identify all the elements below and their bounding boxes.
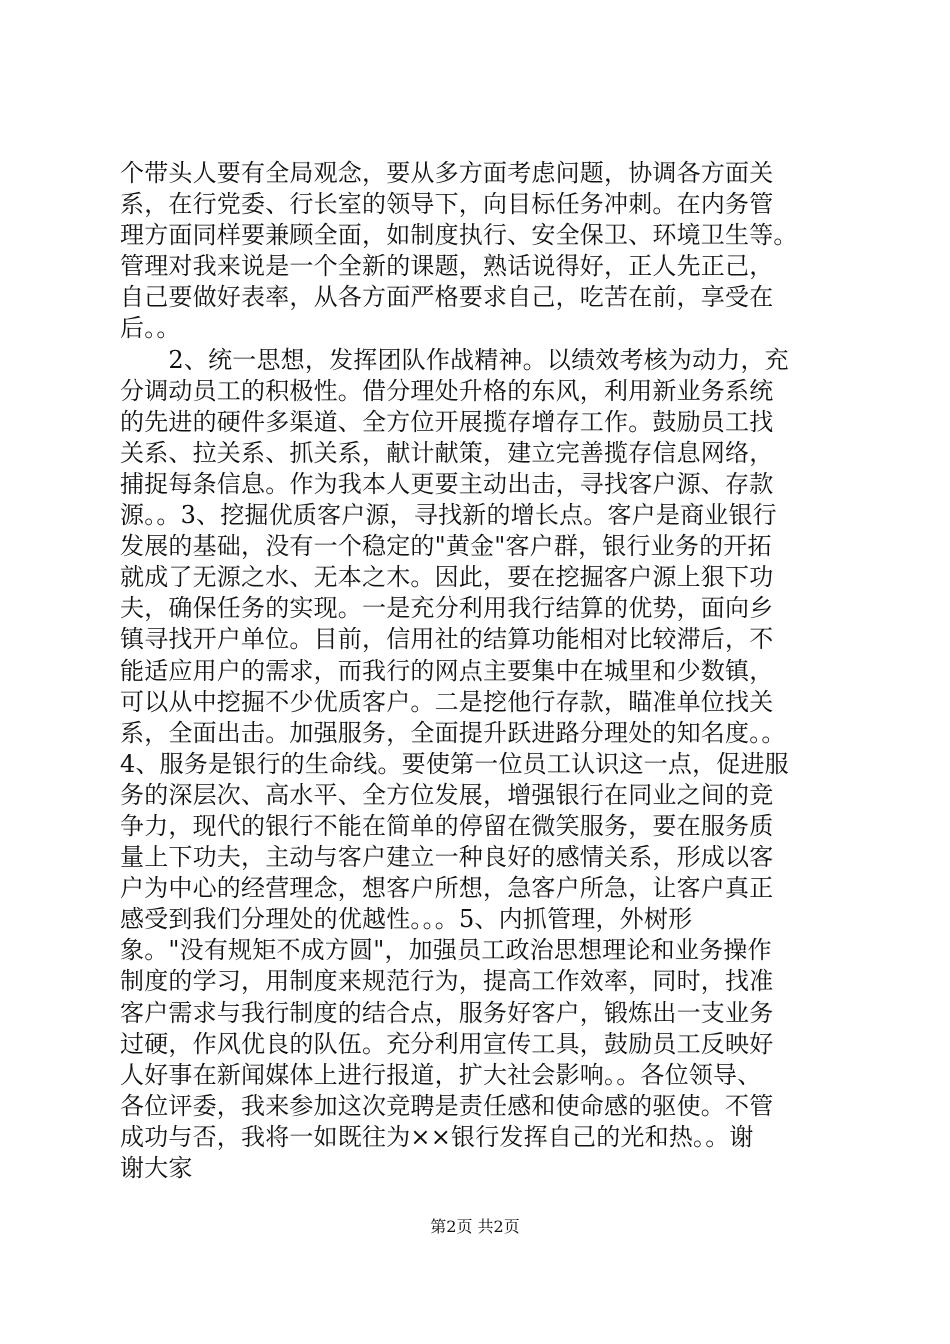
text-line: 过硬，作风优良的队伍。充分利用宣传工具，鼓励员工反映好 <box>120 1029 774 1058</box>
text-line: 理方面同样要兼顾全面，如制度执行、安全保卫、环境卫生等。 <box>120 221 798 250</box>
text-line: 客户需求与我行制度的结合点，服务好客户，锻炼出一支业务 <box>120 998 774 1027</box>
text-line: 发展的基础，没有一个稳定的"黄金"客户群，银行业务的开拓 <box>120 532 772 561</box>
text-line: 争力，现代的银行不能在简单的停留在微笑服务，要在服务质 <box>120 811 774 840</box>
text-line: 感受到我们分理处的优越性。。。5、内抓管理，外树形 <box>120 905 693 934</box>
text-line: 就成了无源之水、无本之木。因此，要在挖掘客户源上狠下功 <box>120 563 774 592</box>
page-number-footer: 第2页 共2页 <box>430 1217 520 1236</box>
text-line: 制度的学习，用制度来规范行为，提高工作效率，同时，找准 <box>120 967 774 996</box>
text-line: 夫，确保任务的实现。一是充分利用我行结算的优势，面向乡 <box>120 594 774 623</box>
text-line: 系，全面出击。加强服务，全面提升跃进路分理处的知名度。。 <box>120 718 786 747</box>
text-line: 人好事在新闻媒体上进行报道，扩大社会影响。。各位领导、 <box>120 1060 762 1089</box>
text-line: 的先进的硬件多渠道、全方位开展揽存增存工作。鼓励员工找 <box>120 407 774 436</box>
text-line: 分调动员工的积极性。借分理处升格的东风，利用新业务系统 <box>120 376 774 405</box>
text-line: 后。。 <box>120 314 181 343</box>
text-line: 系，在行党委、行长室的领导下，向目标任务冲刺。在内务管 <box>120 190 774 219</box>
document-body <box>120 158 832 1184</box>
text-line: 4、服务是银行的生命线。要使第一位员工认识这一点，促进服 <box>120 749 789 778</box>
text-line: 管理对我来说是一个全新的课题，熟话说得好，正人先正己， <box>120 252 774 281</box>
text-line: 自己要做好表率，从各方面严格要求自己，吃苦在前，享受在 <box>120 283 774 312</box>
text-line: 户为中心的经营理念，想客户所想，急客户所急，让客户真正 <box>120 874 774 903</box>
text-line: 可以从中挖掘不少优质客户。二是挖他行存款，瞄准单位找关 <box>120 687 774 716</box>
text-line: 谢大家 <box>120 1154 193 1182</box>
text-line: 关系、拉关系、抓关系，献计献策，建立完善揽存信息网络， <box>120 438 774 467</box>
text-line: 能适应用户的需求，而我行的网点主要集中在城里和少数镇， <box>120 656 774 685</box>
text-line: 成功与否，我将一如既往为××银行发挥自己的光和热。。谢 <box>120 1122 754 1151</box>
text-line: 各位评委，我来参加这次竞聘是责任感和使命感的驱使。不管 <box>120 1091 774 1120</box>
text-line: 务的深层次、高水平、全方位发展，增强银行在同业之间的竞 <box>120 780 774 809</box>
text-line: 镇寻找开户单位。目前，信用社的结算功能相对比较滞后，不 <box>120 625 774 654</box>
text-line: 源。。3、挖掘优质客户源，寻找新的增长点。客户是商业银行 <box>120 501 777 530</box>
text-line: 象。"没有规矩不成方圆"，加强员工政治思想理论和业务操作 <box>120 936 772 965</box>
text-line: 个带头人要有全局观念，要从多方面考虑问题，协调各方面关 <box>120 159 774 187</box>
text-line: 捕捉每条信息。作为我本人更要主动出击，寻找客户源、存款 <box>120 469 774 498</box>
text-line: 量上下功夫，主动与客户建立一种良好的感情关系，形成以客 <box>120 843 774 872</box>
text-line: 2、统一思想，发挥团队作战精神。以绩效考核为动力，充 <box>120 345 789 374</box>
